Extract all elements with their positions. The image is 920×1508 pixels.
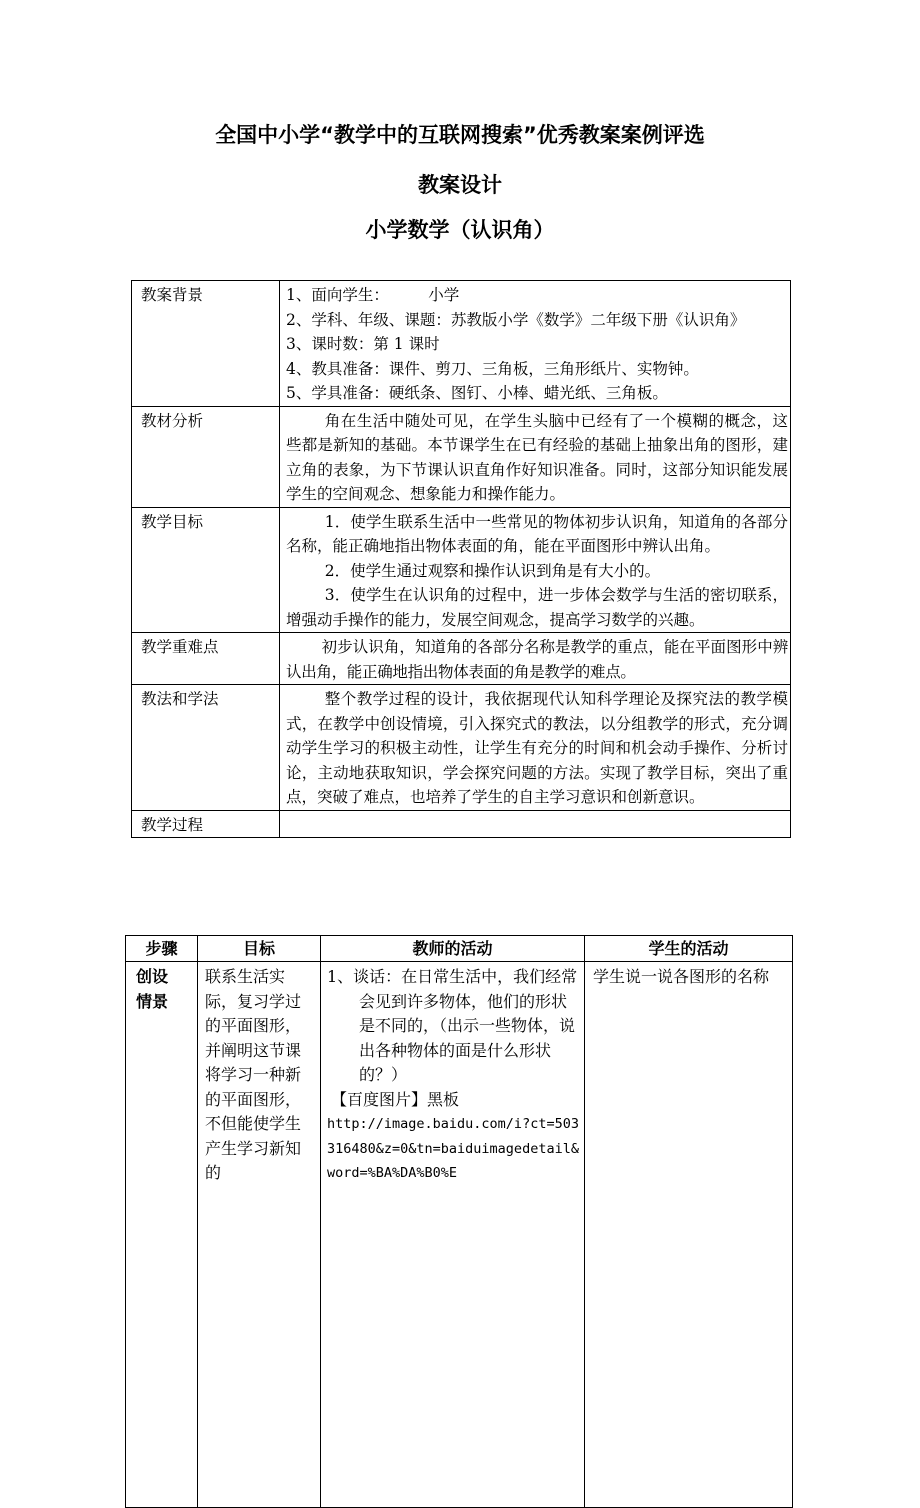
objective-item: 1．使学生联系生活中一些常见的物体初步认识角，知道角的各部分名称，能正确地指出物体表面的角，能在平面图形中辨认出角。	[286, 512, 788, 555]
search-reference: 【百度图片】黑板	[331, 1089, 460, 1109]
background-row	[132, 281, 791, 407]
process-table	[125, 935, 793, 1508]
process-table-header	[126, 936, 793, 962]
background-content	[280, 281, 791, 407]
lesson-info-table	[131, 280, 791, 838]
document-subtitle: 教案设计	[418, 173, 502, 197]
lesson-title: 小学数学（认识角）	[365, 218, 555, 242]
process-row	[132, 810, 791, 838]
objective-item: 3．使学生在认识角的过程中，进一步体会数学与生活的密切联系，增强动手操作的能力，发展空间观念，提高学习数学的兴趣。	[286, 586, 788, 629]
process-content	[280, 810, 791, 838]
background-line: 2、学科、年级、课题：苏教版小学《数学》二年级下册《认识角》	[286, 310, 746, 329]
row-label: 教法和学法	[132, 685, 280, 811]
key-points-row	[132, 633, 791, 685]
objectives-content	[280, 507, 791, 633]
reference-url[interactable]: http://image.baidu.com/i?ct=503316480&z=0&tn=baiduimagedetail&word=%BA%DA%B0%E	[327, 1116, 579, 1181]
step-label: 创设情景	[136, 967, 169, 1011]
table-row	[126, 962, 793, 1508]
methods-content	[280, 685, 791, 811]
background-line: 4、教具准备：课件、剪刀、三角板，三角形纸片、实物钟。	[286, 359, 699, 378]
background-line: 3、课时数：第 1 课时	[286, 335, 440, 353]
key-points-content	[280, 633, 791, 685]
objectives-row	[132, 507, 791, 633]
goal-cell: 联系生活实际，复习学过的平面图形，并阐明这节课将学习一种新的平面图形，不但能使学生产生学习新知的	[198, 962, 321, 1508]
column-header-goal: 目标	[198, 936, 321, 962]
row-label: 教案背景	[132, 281, 280, 407]
row-label: 教学目标	[132, 507, 280, 633]
step-cell	[126, 962, 198, 1508]
analysis-row	[132, 406, 791, 507]
analysis-text: 角在生活中随处可见，在学生头脑中已经有了一个模糊的概念，这些都是新知的基础。本节课学生在已有经验的基础上抽象出角的图形，建立角的表象，为下节课认识直角作好知识准备。同时，这部分知识能发展学生的空间观念、想象能力和操作能力。	[286, 411, 788, 503]
objective-item: 2．使学生通过观察和操作认识到角是有大小的。	[324, 561, 661, 580]
row-label: 教学过程	[132, 810, 280, 838]
row-label: 教材分析	[132, 406, 280, 507]
teacher-activity-item: 1、谈话：在日常生活中，我们经常会见到许多物体，他们的形状是不同的，（出示一些物体，说出各种物体的面是什么形状的？）	[327, 967, 578, 1084]
row-label: 教学重难点	[132, 633, 280, 685]
column-header-student: 学生的活动	[585, 936, 793, 962]
column-header-teacher: 教师的活动	[321, 936, 585, 962]
methods-row	[132, 685, 791, 811]
column-header-step: 步骤	[126, 936, 198, 962]
student-activity-cell: 学生说一说各图形的名称	[585, 962, 793, 1508]
background-line: 5、学具准备：硬纸条、图钉、小棒、蜡光纸、三角板。	[286, 384, 668, 402]
methods-text: 整个教学过程的设计，我依据现代认知科学理论及探究法的教学模式，在教学中创设情境，引入探究式的教法，以分组教学的形式，充分调动学生学习的积极主动性，让学生有充分的时间和机会动手操作、分析讨论，主动地获取知识，学会探究问题的方法。实现了教学目标，突出了重点，突破了难点，也培养了学生的自主学习意识和创新意识。	[286, 690, 788, 806]
analysis-content	[280, 406, 791, 507]
document-title: 全国中小学“教学中的互联网搜索”优秀教案案例评选	[215, 123, 705, 147]
background-line: 1、面向学生： 小学	[286, 286, 460, 304]
teacher-activity-cell	[321, 962, 585, 1508]
key-points-text: 初步认识角，知道角的各部分名称是教学的重点，能在平面图形中辨认出角，能正确地指出物体表面的角是教学的难点。	[286, 638, 788, 681]
